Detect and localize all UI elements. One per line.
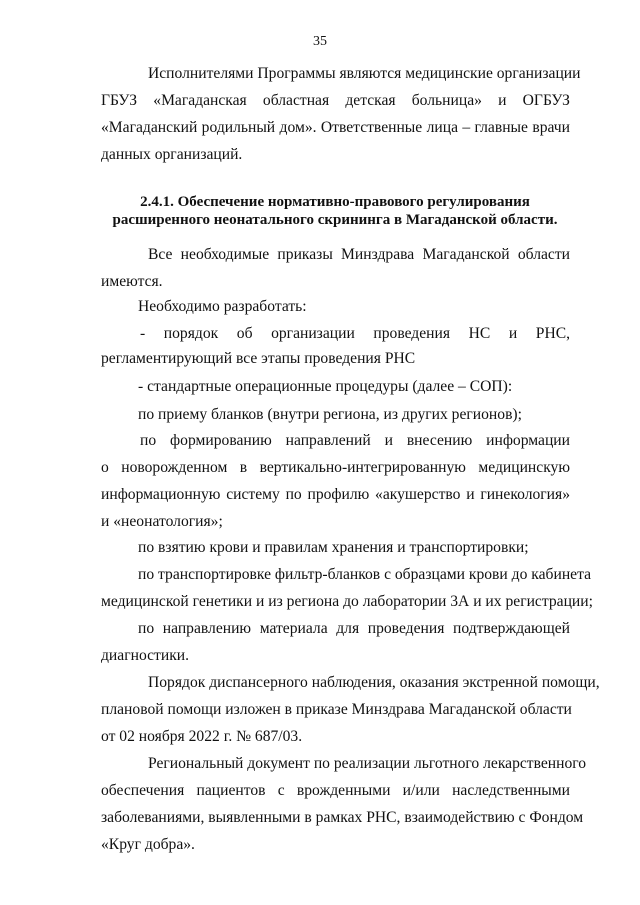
text-line: имеются. [101, 273, 163, 290]
text-line: информационную систему по профилю «акушерство и гинекология» [101, 486, 570, 503]
text-line: по приему бланков (внутри региона, из других регионов); [138, 406, 522, 423]
text-line: обеспечения пациентов с врожденными и/или наследственными [101, 782, 570, 799]
text-line: по взятию крови и правилам хранения и транспортировки; [138, 539, 529, 556]
text-line: по транспортировке фильтр-бланков с образцами крови до кабинета [138, 566, 592, 583]
text-line: регламентирующий все этапы проведения РНС [101, 350, 416, 367]
text-line: плановой помощи изложен в приказе Минздрава Магаданской области [101, 701, 572, 718]
text-line: - порядок об организации проведения НС и РНС, [140, 325, 570, 342]
text-line: заболеваниями, выявленными в рамках РНС, взаимодействию с Фондом [101, 809, 584, 826]
text-line: диагностики. [101, 647, 190, 664]
text-line: о новорожденном в вертикально-интегрированную медицинскую [101, 459, 570, 476]
text-line: по направлению материала для проведения подтверждающей [138, 620, 570, 637]
text-line: Порядок диспансерного наблюдения, оказания экстренной помощи, [148, 674, 600, 691]
text-line: и «неонатология»; [101, 513, 223, 530]
text-line: Необходимо разработать: [138, 298, 307, 315]
text-line: «Магаданский родильный дом». Ответственные лица – главные врачи [101, 119, 570, 136]
text-line: от 02 ноября 2022 г. № 687/03. [101, 728, 303, 745]
text-line: медицинской генетики и из региона до лаборатории 3А и их регистрации; [101, 593, 593, 610]
text-line: Региональный документ по реализации льготного лекарственного [148, 755, 587, 772]
text-line: - стандартные операционные процедуры (далее – СОП): [138, 378, 513, 395]
text-line: «Круг добра». [101, 836, 195, 853]
text-line: Исполнителями Программы являются медицинские организации [148, 65, 581, 82]
page-number: 35 [313, 34, 327, 49]
text-line: по формированию направлений и внесению информации [140, 432, 570, 449]
section-heading-line: расширенного неонатального скрининга в Магаданской области. [112, 212, 558, 228]
text-line: ГБУЗ «Магаданская областная детская больница» и ОГБУЗ [101, 92, 570, 109]
text-line: Все необходимые приказы Минздрава Магаданской области [148, 246, 570, 263]
section-heading-line: 2.4.1. Обеспечение нормативно-правового регулирования [140, 194, 530, 210]
text-line: данных организаций. [101, 146, 243, 163]
